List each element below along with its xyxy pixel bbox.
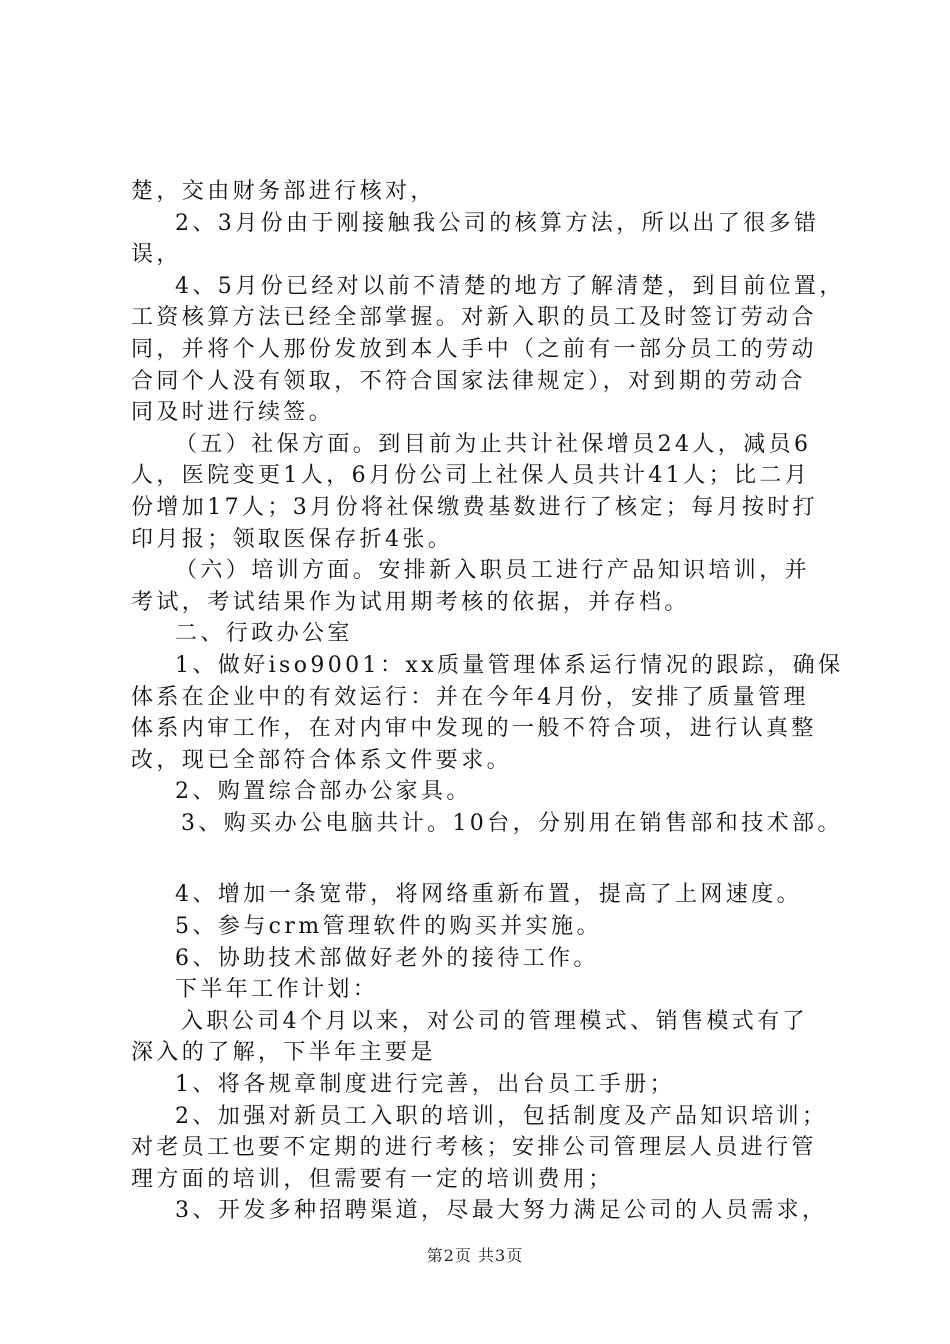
text-line: 人，医院变更1人，6月份公司上社保人员共计41人；比二月: [131, 463, 811, 489]
page-footer: 第2页 共3页: [426, 1246, 524, 1265]
text-line: 同及时进行续签。: [131, 400, 335, 426]
text-line: 4、增加一条宽带，将网络重新布置，提高了上网速度。: [175, 882, 802, 908]
text-line: 2、加强对新员工入职的培训，包括制度及产品知识培训；: [175, 1103, 828, 1129]
text-line: 同，并将个人那份发放到本人手中（之前有一部分员工的劳动: [131, 336, 817, 362]
text-line: 工资核算方法已经全部掌握。对新入职的员工及时签订劳动合: [131, 305, 817, 331]
text-line: （六）培训方面。安排新入职员工进行产品知识培训，并: [175, 558, 811, 584]
text-line: （五）社保方面。到目前为止共计社保增员24人，减员6: [175, 431, 812, 457]
text-line: 3、购买办公电脑共计。10台，分别用在销售部和技术部。: [181, 810, 843, 836]
text-line: 下半年工作计划：: [175, 977, 379, 1003]
text-line: 体系内审工作，在对内审中发现的一般不符合项，进行认真整: [131, 716, 817, 742]
text-line: 份增加17人；3月份将社保缴费基数进行了核定；每月按时打: [131, 494, 819, 520]
text-line: 4、5月份已经对以前不清楚的地方了解清楚，到目前位置，: [175, 273, 845, 299]
text-line: 2、3月份由于刚接触我公司的核算方法，所以出了很多错: [175, 210, 820, 236]
text-line: 6、协助技术部做好老外的接待工作。: [175, 945, 599, 971]
text-line: 改，现已全部符合体系文件要求。: [131, 747, 513, 773]
text-line: 印月报；领取医保存折4张。: [131, 526, 454, 552]
text-line: 1、将各规章制度进行完善，出台员工手册；: [175, 1072, 675, 1098]
text-line: 对老员工也要不定期的进行考核；安排公司管理层人员进行管: [131, 1135, 817, 1161]
text-line: 楚，交由财务部进行核对，: [131, 179, 436, 204]
text-line: 体系在企业中的有效运行：并在今年4月份，安排了质量管理: [131, 684, 809, 710]
text-line: 二、行政办公室: [175, 621, 353, 647]
text-line: 考试，考试结果作为试用期考核的依据，并存档。: [131, 589, 690, 615]
text-line: 2、购置综合部办公家具。: [175, 779, 472, 805]
text-line: 3、开发多种招聘渠道，尽最大努力满足公司的人员需求，: [175, 1198, 828, 1224]
text-line: 深入的了解，下半年主要是: [131, 1040, 436, 1066]
text-line: 理方面的培训，但需要有一定的培训费用；: [131, 1166, 614, 1192]
text-line: 1、做好iso9001：xx质量管理体系运行情况的跟踪，确保: [175, 652, 844, 678]
blank-line: [131, 839, 851, 879]
text-line: 误，: [131, 242, 182, 268]
text-line: 入职公司4个月以来，对公司的管理模式、销售模式有了: [181, 1008, 808, 1034]
text-line: 合同个人没有领取，不符合国家法律规定），对到期的劳动合: [131, 368, 806, 394]
text-line: 5、参与crm管理软件的购买并实施。: [175, 914, 602, 940]
document-body: [131, 176, 851, 1227]
